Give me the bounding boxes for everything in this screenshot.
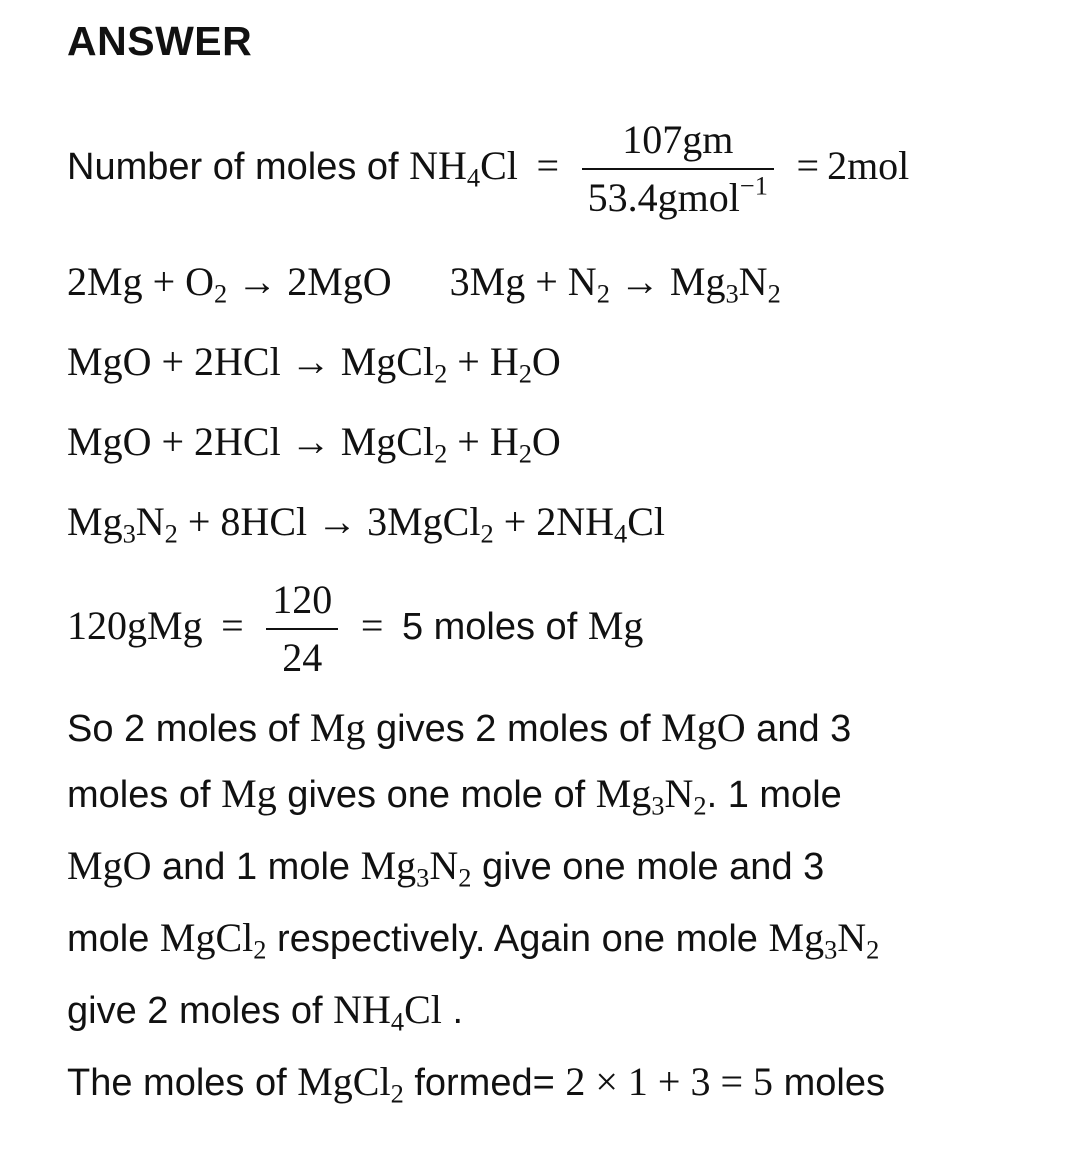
equation-mgo-hcl-2: MgO + 2HCl → MgCl$_2$ + $H_2O$ [67, 419, 561, 469]
moles-label: Number of moles of [67, 146, 410, 189]
moles-nh4cl-line [67, 117, 910, 220]
mg-symbol: Mg [587, 603, 644, 649]
mass-over-molar-mass-fraction [582, 117, 774, 220]
equals-sign: = [221, 603, 244, 649]
equals-sign: = [796, 143, 820, 189]
equation-mgo-hcl-1: MgO + 2HCl → MgCl$_2$ + $H_2O$ [67, 339, 561, 389]
equation-mg-o2-n2 [67, 259, 781, 309]
equals-sign: = [360, 603, 384, 649]
fraction-numerator: 120 [266, 580, 338, 630]
moles-result: 2mol [827, 143, 910, 189]
explanation-line-2: moles of Mg gives one mole of $Mg_3N_2$. 1 mole [67, 771, 842, 821]
mg-moles-text: 5 moles of [391, 606, 588, 649]
explanation-line-3: MgO and 1 mole $Mg_3N_2$ give one mole and 3 [67, 843, 825, 893]
equation-mg-o2: $2Mg + O_2 \to 2MgO$ [67, 259, 392, 309]
equals-sign: = [536, 143, 560, 189]
mg-moles-line [67, 577, 644, 680]
explanation-line-1: So 2 moles of Mg gives 2 moles of MgO and 3 [67, 705, 852, 750]
equation-mg-n2: $3Mg + N_2 \to Mg_3N_2$ [449, 259, 781, 309]
mg-mass-fraction [266, 577, 338, 680]
fraction-denominator: 24 [282, 635, 323, 680]
explanation-line-5: give 2 moles of $NH_4Cl$ . [67, 987, 464, 1037]
fraction-denominator: 53.4gmol$^{-1}$ [587, 170, 768, 220]
final-result-line: The moles of MgCl$_2$ formed= 2 × 1 + 3 = 5 moles [67, 1059, 885, 1109]
final-expression: 2 × 1 + 3 = 5 [565, 1059, 774, 1104]
equation-mg3n2-hcl: $Mg_3N_2 + 8HCl$ → 3MgCl$_2$ + $2NH_4Cl$ [67, 499, 666, 549]
explanation-line-4: mole MgCl$_2$ respectively. Again one mole $Mg_3N_2$ [67, 915, 880, 965]
nh4cl-formula: $NH_4Cl$ [409, 143, 518, 193]
fraction-numerator: 107gm [582, 120, 774, 170]
answer-heading: ANSWER [67, 18, 253, 64]
mg-mass: 120gMg [67, 603, 203, 649]
